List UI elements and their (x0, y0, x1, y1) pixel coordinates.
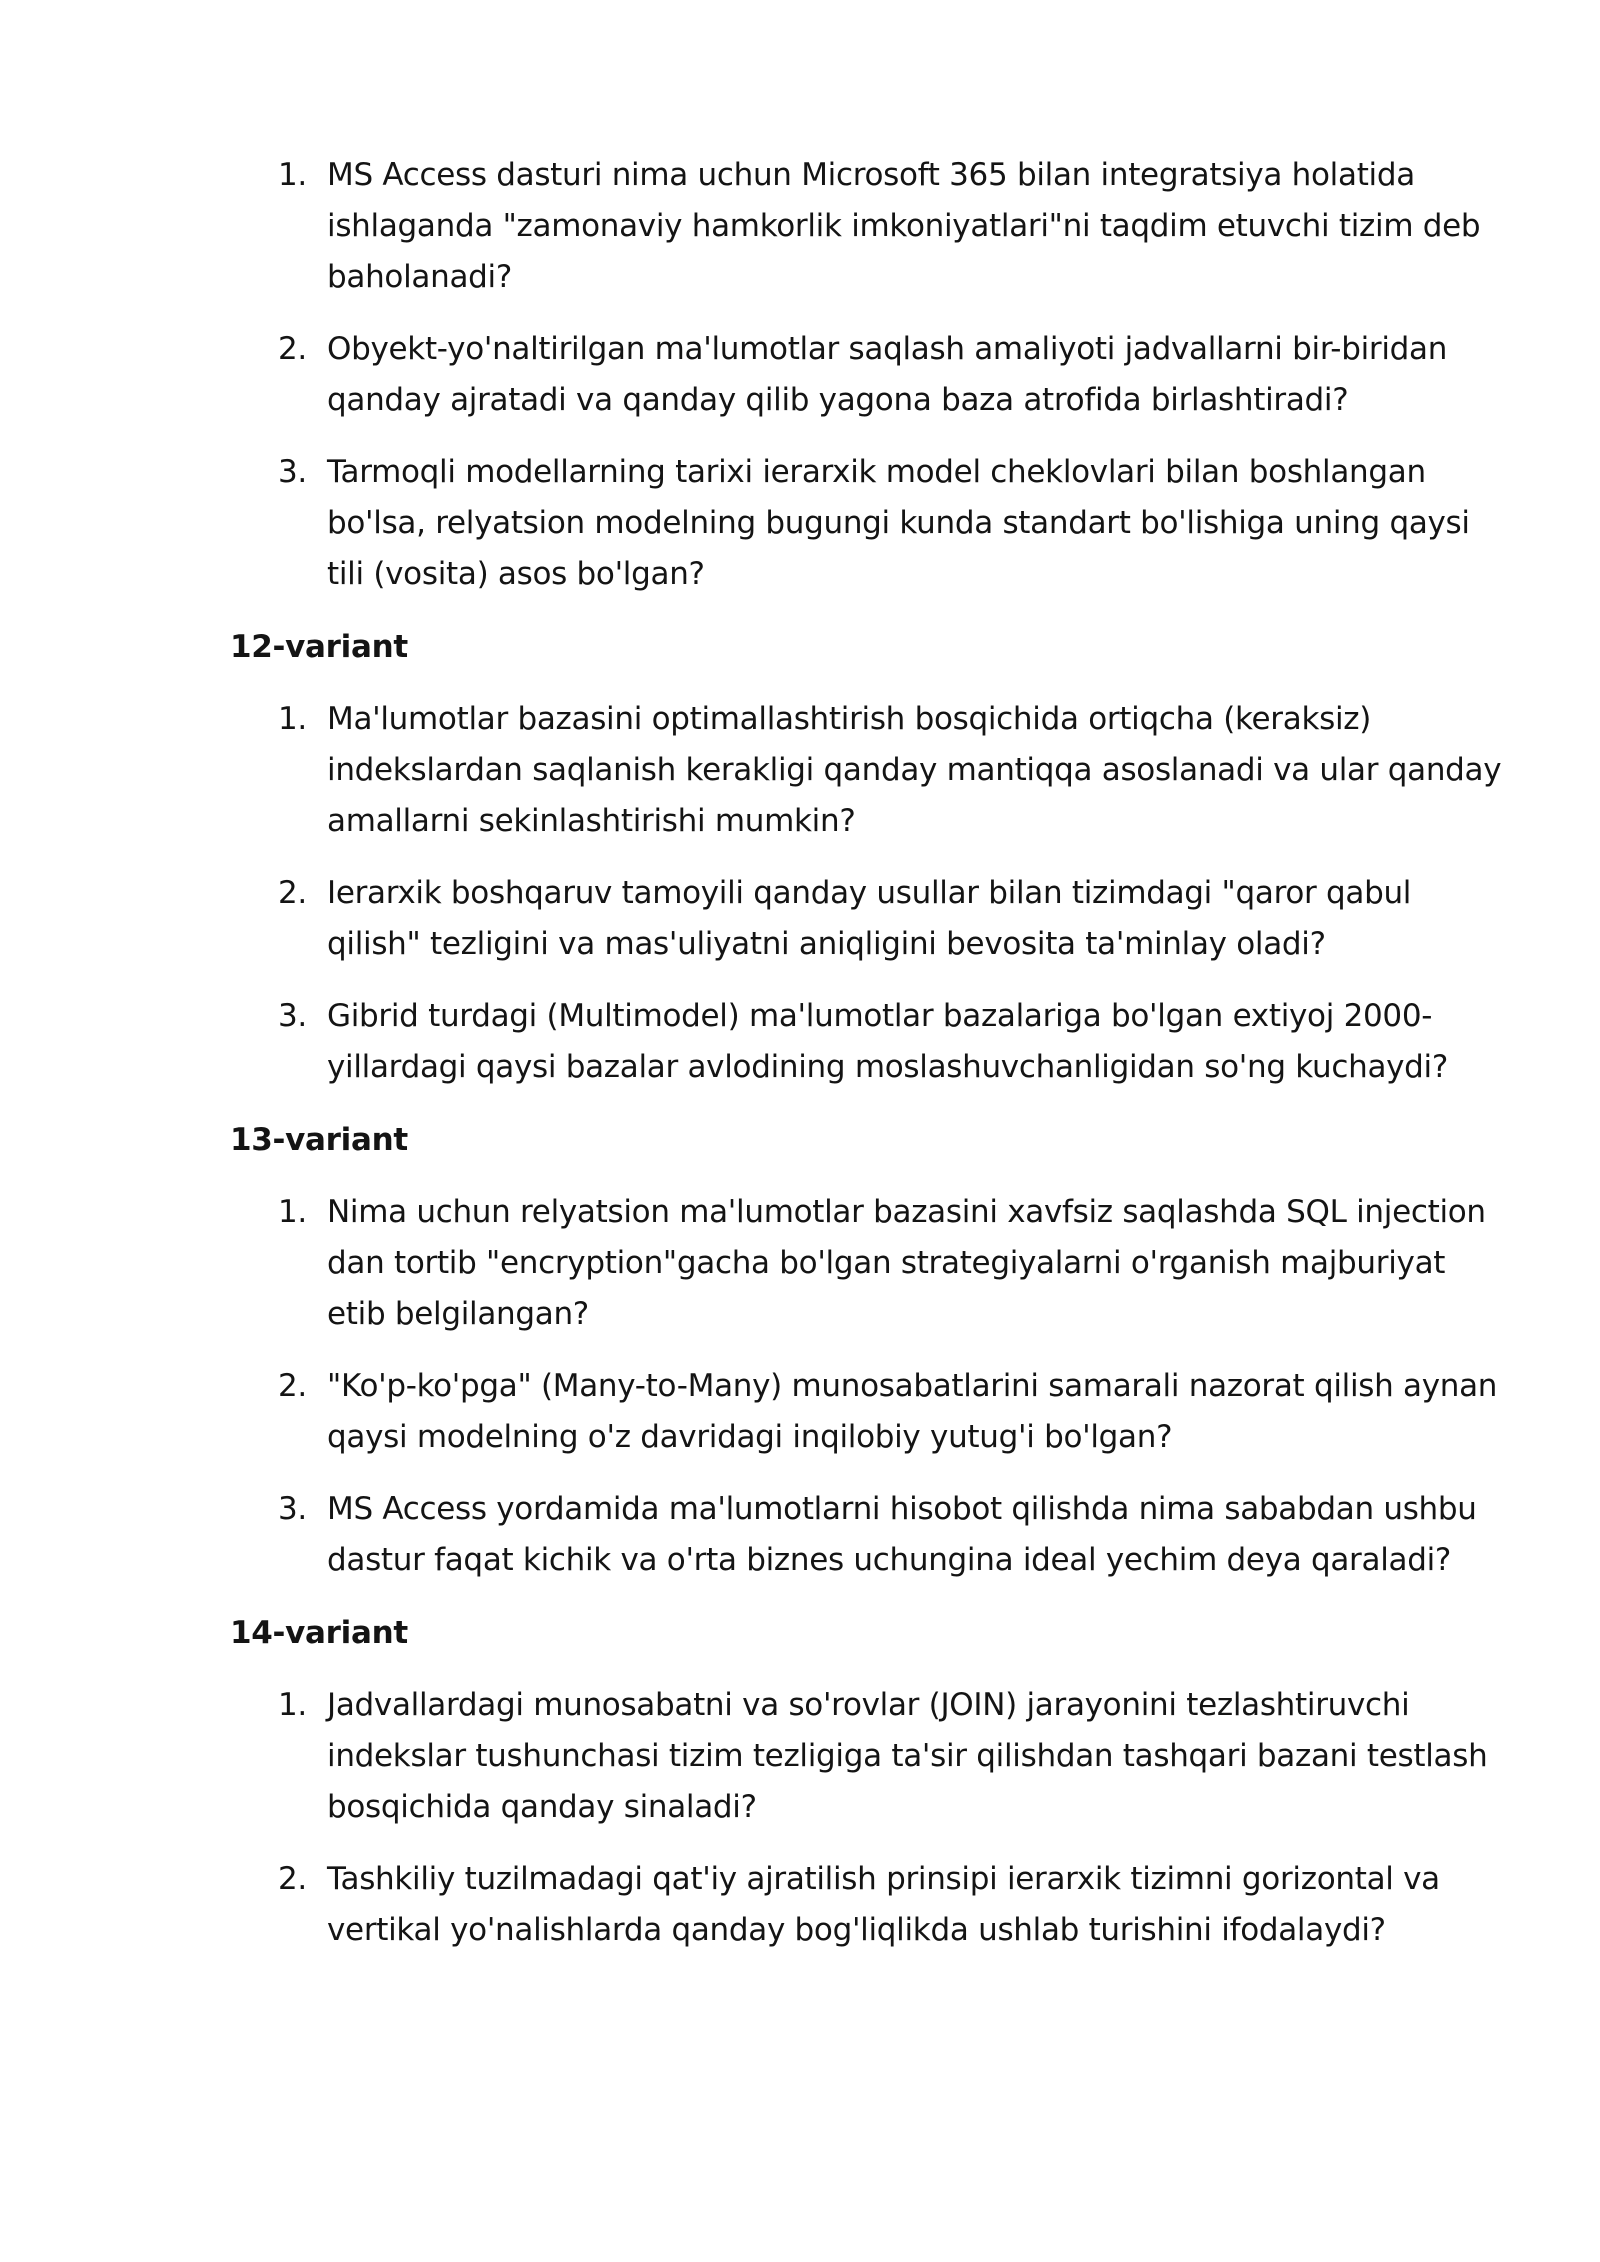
question-text: Tarmoqli modellarning tarixi ierarxik model cheklovlari bilan boshlangan bo'lsa, relyatsion modelning bugungi kunda standart bo'lishiga uning qaysi tili (vosita) asos bo'lgan? (327, 454, 1470, 592)
question-text: Jadvallardagi munosabatni va so'rovlar (JOIN) jarayonini tezlashtiruvchi indekslar tushunchasi tizim tezligiga ta'sir qilishdan tashqari bazani testlash bosqichida qanday sinaladi? (327, 1687, 1488, 1825)
question-item (230, 694, 1510, 847)
question-item (230, 1680, 1510, 1833)
question-text: Gibrid turdagi (Multimodel) ma'lumotlar bazalariga bo'lgan extiyoj 2000-yillardagi qaysi bazalar avlodining moslashuvchanligidan so'ng kuchaydi? (327, 998, 1449, 1085)
question-item (230, 1854, 1510, 1956)
question-item (230, 1484, 1510, 1586)
question-text: "Ko'p-ko'pga" (Many-to-Many) munosabatlarini samarali nazorat qilish aynan qaysi modelning o'z davridagi inqilobiy yutug'i bo'lgan? (327, 1368, 1498, 1455)
question-item (230, 1187, 1510, 1340)
question-number: 2. (278, 875, 307, 911)
question-number: 1. (278, 157, 307, 193)
question-text: MS Access dasturi nima uchun Microsoft 365 bilan integratsiya holatida ishlaganda "zamonaviy hamkorlik imkoniyatlari"ni taqdim etuvchi tizim deb baholanadi? (327, 157, 1481, 295)
question-text: MS Access yordamida ma'lumotlarni hisobot qilishda nima sababdan ushbu dastur faqat kichik va o'rta biznes uchungina ideal yechim deya qaraladi? (327, 1491, 1477, 1578)
question-number: 1. (278, 701, 307, 737)
question-item (230, 991, 1510, 1093)
question-item (230, 1361, 1510, 1463)
section-heading: 13-variant (230, 1122, 408, 1158)
question-number: 3. (278, 998, 307, 1034)
question-number: 1. (278, 1194, 307, 1230)
question-item (230, 324, 1510, 426)
question-list (230, 1680, 1510, 1956)
question-text: Nima uchun relyatsion ma'lumotlar bazasini xavfsiz saqlashda SQL injection dan tortib "encryption"gacha bo'lgan strategiyalarni o'rganish majburiyat etib belgilangan? (327, 1194, 1486, 1332)
question-number: 2. (278, 331, 307, 367)
question-list (230, 1187, 1510, 1586)
question-number: 2. (278, 1368, 307, 1404)
document-content (230, 150, 1510, 1978)
section-heading: 14-variant (230, 1615, 408, 1651)
question-number: 3. (278, 454, 307, 490)
question-text: Ierarxik boshqaruv tamoyili qanday usullar bilan tizimdagi "qaror qabul qilish" tezligini va mas'uliyatni aniqligini bevosita ta'minlay oladi? (327, 875, 1412, 962)
question-list (230, 150, 1510, 600)
question-item (230, 447, 1510, 600)
question-item (230, 868, 1510, 970)
question-list (230, 694, 1510, 1093)
question-number: 2. (278, 1861, 307, 1897)
question-text: Tashkiliy tuzilmadagi qat'iy ajratilish prinsipi ierarxik tizimni gorizontal va vertikal yo'nalishlarda qanday bog'liqlikda ushlab turishini ifodalaydi? (327, 1861, 1440, 1948)
section-heading: 12-variant (230, 629, 408, 665)
question-text: Ma'lumotlar bazasini optimallashtirish bosqichida ortiqcha (keraksiz) indekslardan saqlanish kerakligi qanday mantiqqa asoslanadi va ular qanday amallarni sekinlashtirishi mumkin? (327, 701, 1502, 839)
question-text: Obyekt-yo'naltirilgan ma'lumotlar saqlash amaliyoti jadvallarni bir-biridan qanday ajratadi va qanday qilib yagona baza atrofida birlashtiradi? (327, 331, 1448, 418)
question-number: 3. (278, 1491, 307, 1527)
question-number: 1. (278, 1687, 307, 1723)
question-item (230, 150, 1510, 303)
